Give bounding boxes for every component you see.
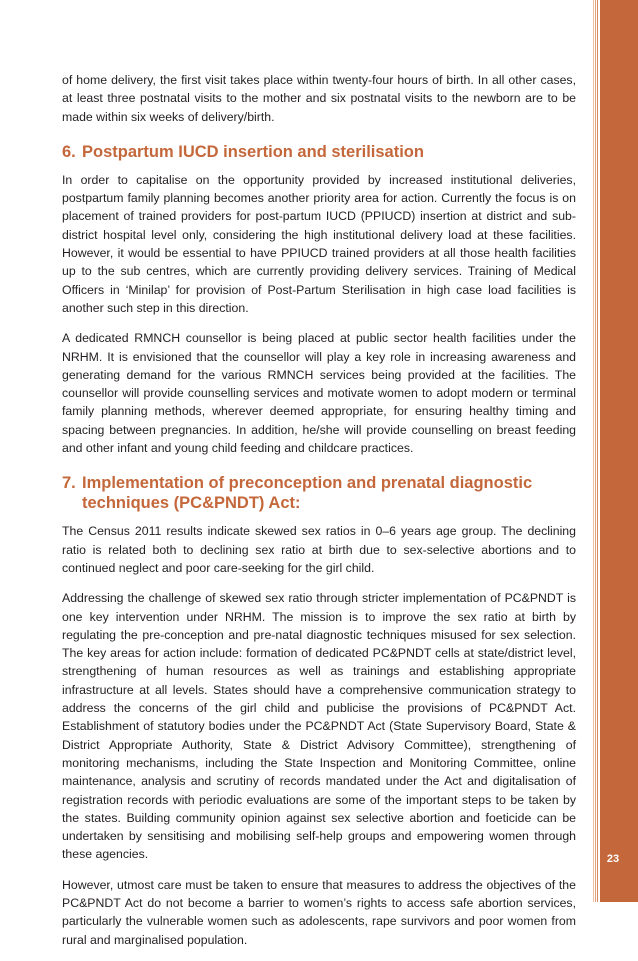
side-stripe (600, 0, 638, 902)
side-stripe-line (595, 0, 596, 902)
section-7-title: Implementation of preconception and prenatal diagnostic techniques (PC&PNDT) Act: (82, 474, 533, 513)
section-6-paragraph-2: A dedicated RMNCH counsellor is being placed at public sector health facilities under the NRHM. It is envisioned that the counsellor will play a key role in increasing awareness and generating demand for the various RMNCH services being provided at the facilities. The counsellor will provide counselling services and motivate women to adopt modern or terminal family planning methods, wherever deemed appropriate, for ensuring healthy timing and spacing between pregnancies. In addition, he/she will provide counselling on breast feeding and other infant and young child feeding and childcare practices. (62, 331, 576, 456)
section-7-paragraph-2: Addressing the challenge of skewed sex ratio through stricter implementation of PC&PNDT is one key intervention under NRHM. The mission is to improve the sex ratio at birth by regulating the pre-conception and pre-natal diagnostic techniques misused for sex selection. The key areas for action include: formation of dedicated PC&PNDT cells at state/district level, strengthening of human resources as well as trainings and establishing appropriate infrastructure at all levels. States should have a comprehensive communication strategy to address the concerns of the girl child and publicise the provisions of PC&PNDT Act. Establishment of statutory bodies under the PC&PNDT Act (State Supervisory Board, State & District Appropriate Authority, State & District Advisory Committee), strengthening of monitoring mechanisms, including the State Inspection and Monitoring Committee, online maintenance, analysis and scrutiny of records mandated under the Act and digitalisation of registration records with periodic evaluations are some of the important steps to be taken by the states. Building community opinion against sex selective abortion and foeticide can be undertaken by sensitising and mobilising self-help groups and empowering women through these agencies. (62, 591, 576, 862)
section-6-number: 6. (62, 142, 76, 161)
section-6-heading (62, 142, 576, 162)
section-7-number: 7. (62, 474, 76, 493)
section-7-paragraph-3: However, utmost care must be taken to ensure that measures to address the objectives of the PC&PNDT Act do not become a barrier to women’s rights to access safe abortion services, particularly the vulnerable women such as adolescents, rape survivors and poor women from rural and marginalised population. (62, 877, 576, 947)
side-stripe-line (593, 0, 594, 902)
side-stripe-line (597, 0, 598, 902)
section-7-heading (62, 473, 576, 513)
section-7-paragraph-1: The Census 2011 results indicate skewed sex ratios in 0–6 years age group. The declining ratio is related both to declining sex ratio at birth due to sex-selective abortions and to continued neglect and poor care-seeking for the girl child. (62, 524, 576, 575)
page-number: 23 (600, 851, 626, 868)
intro-paragraph: of home delivery, the first visit takes place within twenty-four hours of birth. In all other cases, at least three postnatal visits to the mother and six postnatal visits to the newborn are to be made within six weeks of delivery/birth. (62, 73, 576, 124)
page-content (62, 71, 576, 961)
section-6-title: Postpartum IUCD insertion and sterilisation (82, 142, 424, 161)
section-6-paragraph-1: In order to capitalise on the opportunity provided by increased institutional deliveries, postpartum family planning becomes another priority area for action. Currently the focus is on placement of trained providers for post-partum IUCD (PPIUCD) insertion at district and sub-district hospital level only, considering the high institutional delivery load at these facilities. However, it would be essential to have PPIUCD trained providers at all those health facilities up to the sub centres, which are currently providing delivery services. Training of Medical Officers in ‘Minilap’ for provision of Post-Partum Sterilisation in high case load facilities is another such step in this direction. (62, 172, 576, 315)
